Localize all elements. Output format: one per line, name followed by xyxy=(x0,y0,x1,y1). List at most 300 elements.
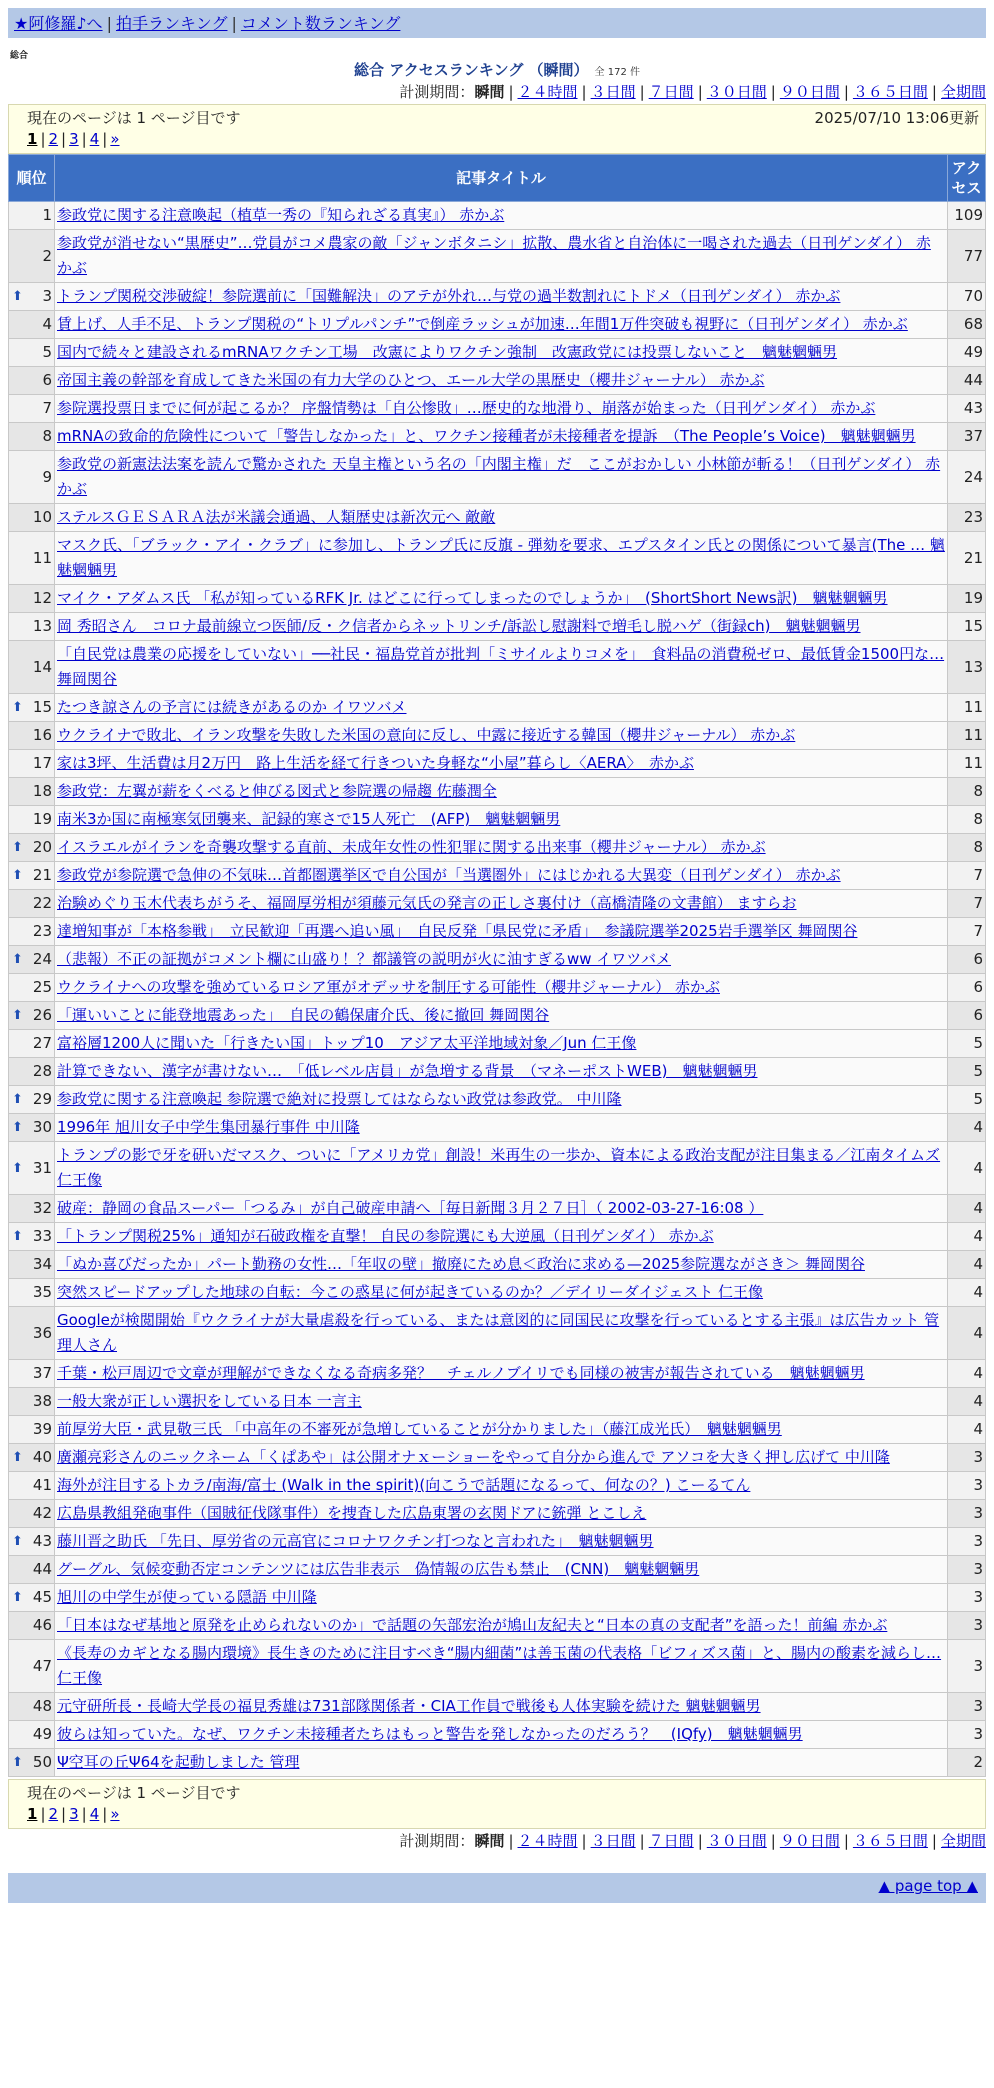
rank-number: 11 xyxy=(32,548,52,567)
title-cell xyxy=(55,585,948,613)
article-link[interactable]: 一般大衆が正しい選択をしている日本 一言主 xyxy=(57,1392,362,1410)
rank-cell xyxy=(9,1307,55,1360)
access-count: 19 xyxy=(948,585,986,613)
access-count: 3 xyxy=(948,1612,986,1640)
article-link[interactable]: 旭川の中学生が使っている隠語 中川隆 xyxy=(57,1588,317,1606)
title-cell xyxy=(55,1058,948,1086)
table-row xyxy=(9,1388,986,1416)
access-count: 7 xyxy=(948,890,986,918)
ranking-body xyxy=(9,202,986,1777)
rank-cell xyxy=(9,1640,55,1693)
rank-number: 31 xyxy=(32,1158,52,1177)
rank-cell xyxy=(9,1223,55,1251)
page-top-link[interactable]: ▲ page top ▲ xyxy=(878,1877,978,1895)
rank-cell xyxy=(9,750,55,778)
article-link[interactable]: たつき諒さんの予言には続きがあるのか イワツバメ xyxy=(57,698,407,716)
access-count: 3 xyxy=(948,1584,986,1612)
current-page: 1 xyxy=(27,1805,38,1823)
article-link[interactable]: 参院選投票日までに何が起こるか？ 序盤情勢は「自公惨敗」…歴史的な地滑り、崩落が始まった（日刊ゲンダイ） 赤かぶ xyxy=(57,399,876,417)
article-link[interactable]: 参政党が消せない“黒歴史”…党員がコメ農家の敵「ジャンボタニシ」拡散、農水省と自治体に一喝された過去（日刊ゲンダイ） 赤かぶ xyxy=(57,234,931,277)
rank-cell xyxy=(9,1030,55,1058)
rank-cell xyxy=(9,423,55,451)
table-row xyxy=(9,1584,986,1612)
rank-cell xyxy=(9,1279,55,1307)
footer-nav xyxy=(8,1873,986,1903)
period-option-link[interactable]: ７日間 xyxy=(648,83,694,101)
article-link[interactable]: グーグル、気候変動否定コンテンツには広告非表示 偽情報の広告も禁止 (CNN) 魑魅魍魎男 xyxy=(57,1560,700,1578)
article-link[interactable]: （悲報）不正の証拠がコメント欄に山盛り！？都議管の説明が火に油すぎるww イワツバメ xyxy=(57,950,672,968)
table-row xyxy=(9,1693,986,1721)
title-cell xyxy=(55,750,948,778)
title-cell xyxy=(55,1556,948,1584)
table-row xyxy=(9,694,986,722)
rank-number: 26 xyxy=(32,1006,52,1024)
access-count: 37 xyxy=(948,423,986,451)
table-row xyxy=(9,1114,986,1142)
table-row xyxy=(9,1058,986,1086)
access-count: 68 xyxy=(948,311,986,339)
table-row xyxy=(9,1030,986,1058)
top-nav xyxy=(8,8,986,38)
period-separator: | xyxy=(770,83,776,101)
article-link[interactable]: 「トランプ関税25%」通知が石破政権を直撃！ 自民の参院選にも大逆風（日刊ゲンダイ） 赤かぶ xyxy=(57,1227,714,1245)
table-row xyxy=(9,1360,986,1388)
page-status: 現在のページは 1 ページ目です xyxy=(27,1784,241,1802)
access-count: 5 xyxy=(948,1030,986,1058)
col-access-header: アクセス xyxy=(948,155,986,202)
article-link[interactable]: 彼らは知っていた。なぜ、ワクチン未接種者たちはもっと警告を発しなかったのだろう？ (IQfy) 魑魅魍魎男 xyxy=(57,1725,803,1743)
title-cell xyxy=(55,1693,948,1721)
rank-cell xyxy=(9,1721,55,1749)
period-selector-top xyxy=(8,80,986,104)
table-row xyxy=(9,613,986,641)
col-rank-header: 順位 xyxy=(9,155,55,202)
access-count: 4 xyxy=(948,1360,986,1388)
period-option-link[interactable]: ９０日間 xyxy=(779,83,840,101)
article-link[interactable]: 計算できない、漢字が書けない… 「低レベル店員」が急増する背景 （マネーポストWEB) 魑魅魍魎男 xyxy=(57,1062,758,1080)
title-cell xyxy=(55,1223,948,1251)
article-link[interactable]: Ψ空耳の丘Ψ64を起動しました 管理 xyxy=(57,1753,300,1771)
title-cell xyxy=(55,1472,948,1500)
title-cell xyxy=(55,722,948,750)
access-count: 8 xyxy=(948,806,986,834)
period-option-link[interactable]: ３日間 xyxy=(590,1832,636,1850)
access-count: 4 xyxy=(948,1142,986,1195)
access-count: 3 xyxy=(948,1556,986,1584)
page-separator: | xyxy=(61,1805,67,1823)
period-option-link[interactable]: ９０日間 xyxy=(779,1832,840,1850)
rank-number: 1 xyxy=(42,206,52,224)
access-count: 4 xyxy=(948,1416,986,1444)
article-link[interactable]: 「自民党は農業の応援をしていない」──社民・福島党首が批判「ミサイルよりコメを」 食料品の消費税ゼロ、最低賃金1500円な… 舞岡関谷 xyxy=(57,645,945,688)
article-link[interactable]: 「日本はなぜ基地と原発を止められないのか」で話題の矢部宏治が鳩山友紀夫と“日本の真の支配者”を語った！前編 赤かぶ xyxy=(57,1616,888,1634)
access-count: 44 xyxy=(948,367,986,395)
period-option-link[interactable]: ３０日間 xyxy=(706,83,767,101)
period-separator: | xyxy=(508,1832,514,1850)
table-row xyxy=(9,918,986,946)
table-row xyxy=(9,1640,986,1693)
title-cell xyxy=(55,1444,948,1472)
period-option-link[interactable]: ２４時間 xyxy=(517,83,578,101)
page-links xyxy=(27,130,979,148)
rank-number: 19 xyxy=(32,810,52,828)
title-cell xyxy=(55,532,948,585)
access-count: 3 xyxy=(948,1693,986,1721)
table-row xyxy=(9,1223,986,1251)
article-link[interactable]: 「運いいことに能登地震あった」 自民の鶴保庸介氏、後に撤回 舞岡関谷 xyxy=(57,1006,550,1024)
table-row xyxy=(9,423,986,451)
title-cell xyxy=(55,202,948,230)
title-cell xyxy=(55,311,948,339)
rank-number: 50 xyxy=(32,1753,52,1771)
rank-cell xyxy=(9,946,55,974)
rank-cell xyxy=(9,1086,55,1114)
period-separator: | xyxy=(508,83,514,101)
access-count: 3 xyxy=(948,1721,986,1749)
rank-number: 10 xyxy=(32,508,52,526)
article-link[interactable]: Googleが検閲開始『ウクライナが大量虐殺を行っている、または意図的に同国民に攻撃を行っているとする主張』は広告カット 管理人さん xyxy=(57,1311,940,1354)
period-separator: | xyxy=(770,1832,776,1850)
title-cell xyxy=(55,1030,948,1058)
rank-number: 8 xyxy=(42,427,52,445)
rank-cell xyxy=(9,311,55,339)
comment-ranking-link[interactable]: コメント数ランキング xyxy=(240,14,401,33)
up-arrow-icon: ⬆ xyxy=(12,840,23,855)
article-link[interactable]: マイク・アダムス氏 「私が知っているRFK Jr. はどこに行ってしまったのでしょうか」 (ShortShort News訳) 魑魅魍魎男 xyxy=(57,589,888,607)
table-row xyxy=(9,750,986,778)
article-link[interactable]: 参政党に関する注意喚起（植草一秀の『知られざる真実』） 赤かぶ xyxy=(57,206,505,224)
title-cell xyxy=(55,613,948,641)
access-count: 4 xyxy=(948,1114,986,1142)
title-cell xyxy=(55,1002,948,1030)
article-link[interactable]: ステルスＧＥＳＡＲＡ法が米議会通過、人類歴史は新次元へ 敵敵 xyxy=(57,508,496,526)
period-option-link[interactable]: ２４時間 xyxy=(517,1832,578,1850)
rank-cell xyxy=(9,1142,55,1195)
col-title-header: 記事タイトル xyxy=(55,155,948,202)
period-separator: | xyxy=(843,1832,849,1850)
rank-number: 29 xyxy=(32,1090,52,1108)
table-row xyxy=(9,778,986,806)
title-cell xyxy=(55,1584,948,1612)
title-cell xyxy=(55,1612,948,1640)
article-link[interactable]: 海外が注目するトカラ/南海/富士 (Walk in the spirit)(向こうで話題になるって、何なの？) こーるてん xyxy=(57,1476,751,1494)
rank-number: 49 xyxy=(32,1725,52,1743)
rank-cell xyxy=(9,1444,55,1472)
access-count: 24 xyxy=(948,451,986,504)
period-option-link[interactable]: ３日間 xyxy=(590,83,636,101)
access-count: 43 xyxy=(948,395,986,423)
article-link[interactable]: 南米3か国に南極寒気団襲来、記録的寒さで15人死亡 (AFP) 魑魅魍魎男 xyxy=(57,810,561,828)
access-count: 2 xyxy=(948,1749,986,1777)
page-link[interactable]: 4 xyxy=(89,1805,100,1823)
ranking-heading: 総合 アクセスランキング （瞬間） xyxy=(354,61,589,79)
period-separator: | xyxy=(843,83,849,101)
article-link[interactable]: 家は3坪、生活費は月2万円 路上生活を経て行きついた身軽な“小屋”暮らし〈AERA〉 赤かぶ xyxy=(57,754,694,772)
article-link[interactable]: 富裕層1200人に聞いた「行きたい国」トップ10 アジア太平洋地域対象／Jun 仁王像 xyxy=(57,1034,637,1052)
rank-number: 47 xyxy=(32,1656,52,1675)
page-link[interactable]: 3 xyxy=(69,130,79,148)
article-link[interactable]: 国内で続々と建設されるmRNAワクチン工場 改憲によりワクチン強制 改憲政党には投票しないこと 魑魅魍魎男 xyxy=(57,343,838,361)
title-cell xyxy=(55,862,948,890)
period-current: 瞬間 xyxy=(474,1832,505,1850)
period-separator: | xyxy=(639,83,645,101)
article-link[interactable]: 《長寿のカギとなる腸内環境》長生きのために注目すべき“腸内細菌”は善玉菌の代表格「ビフィズス菌」と、腸内の酸素を減らし… 仁王像 xyxy=(57,1644,942,1687)
home-link[interactable]: ★阿修羅♪へ xyxy=(14,14,103,33)
title-cell xyxy=(55,806,948,834)
up-arrow-icon: ⬆ xyxy=(12,952,23,967)
article-link[interactable]: マスク氏、「ブラック・アイ・クラブ」に参加し、トランプ氏に反旗 - 弾劾を要求、エプスタイン氏との関係について暴言(The … 魑魅魍魎男 xyxy=(57,536,945,579)
up-arrow-icon: ⬆ xyxy=(12,1092,23,1107)
table-row xyxy=(9,283,986,311)
period-option-link[interactable]: ３６５日間 xyxy=(852,1832,928,1850)
rank-number: 13 xyxy=(32,617,52,635)
rank-cell xyxy=(9,1749,55,1777)
rank-cell xyxy=(9,585,55,613)
rank-number: 33 xyxy=(32,1227,52,1245)
article-link[interactable]: 「ぬか喜びだったか」パート勤務の女性…「年収の壁」撤廃にため息＜政治に求める—2025参院選ながさき＞ 舞岡関谷 xyxy=(57,1255,865,1273)
title-cell xyxy=(55,423,948,451)
period-current: 瞬間 xyxy=(474,83,505,101)
rank-number: 48 xyxy=(32,1697,52,1715)
title-cell xyxy=(55,1528,948,1556)
rank-number: 38 xyxy=(32,1392,52,1410)
title-cell xyxy=(55,395,948,423)
up-arrow-icon: ⬆ xyxy=(12,1229,23,1244)
rank-cell xyxy=(9,1528,55,1556)
table-row xyxy=(9,202,986,230)
table-row xyxy=(9,585,986,613)
article-link[interactable]: 藤川晋之助氏 「先日、厚労省の元高官にコロナワクチン打つなと言われた」 魑魅魍魎男 xyxy=(57,1532,654,1550)
rank-number: 6 xyxy=(42,371,52,389)
access-count: 21 xyxy=(948,532,986,585)
article-link[interactable]: 治験めぐり玉木代表ちがうそ、福岡厚労相が須藤元気氏の発言の正しさ裏付け（高橋清隆の文書館） ますらお xyxy=(57,894,797,912)
article-link[interactable]: ウクライナで敗北、イラン攻撃を失敗した米国の意向に反し、中露に接近する韓国（櫻井ジャーナル） 赤かぶ xyxy=(57,726,796,744)
title-cell xyxy=(55,1749,948,1777)
rank-number: 35 xyxy=(32,1283,52,1301)
table-row xyxy=(9,1416,986,1444)
clap-ranking-link[interactable]: 拍手ランキング xyxy=(115,14,228,33)
access-count: 3 xyxy=(948,1528,986,1556)
title-cell xyxy=(55,918,948,946)
article-link[interactable]: 参政党：左翼が薪をくべると伸びる図式と参院選の帰趨 佐藤潤全 xyxy=(57,782,497,800)
rank-number: 9 xyxy=(42,467,52,486)
access-count: 8 xyxy=(948,834,986,862)
rank-cell xyxy=(9,1360,55,1388)
rank-number: 42 xyxy=(32,1504,52,1522)
page-links xyxy=(27,1805,979,1823)
rank-number: 17 xyxy=(32,754,52,772)
rank-number: 34 xyxy=(32,1255,52,1273)
article-link[interactable]: 千葉・松戸周辺で文章が理解ができなくなる奇病多発？ チェルノブイリでも同様の被害が報告されている 魑魅魍魎男 xyxy=(57,1364,865,1382)
access-count: 49 xyxy=(948,339,986,367)
article-link[interactable]: mRNAの致命的危険性について「警告しなかった」と、ワクチン接種者が未接種者を提訴 （The People’s Voice) 魑魅魍魎男 xyxy=(57,427,916,445)
rank-cell xyxy=(9,918,55,946)
rank-number: 5 xyxy=(42,343,52,361)
rank-cell xyxy=(9,451,55,504)
access-count: 4 xyxy=(948,1307,986,1360)
access-count: 7 xyxy=(948,918,986,946)
article-link[interactable]: 参政党に関する注意喚起 参院選で絶対に投票してはならない政党は参政党。 中川隆 xyxy=(57,1090,622,1108)
up-arrow-icon: ⬆ xyxy=(12,700,23,715)
access-count: 77 xyxy=(948,230,986,283)
access-count: 3 xyxy=(948,1640,986,1693)
title-cell xyxy=(55,946,948,974)
rank-number: 30 xyxy=(32,1118,52,1136)
rank-cell xyxy=(9,1500,55,1528)
rank-cell xyxy=(9,641,55,694)
up-arrow-icon: ⬆ xyxy=(12,1534,23,1549)
rank-cell xyxy=(9,1693,55,1721)
title-cell xyxy=(55,1640,948,1693)
title-cell xyxy=(55,1251,948,1279)
rank-number: 37 xyxy=(32,1364,52,1382)
access-count: 5 xyxy=(948,1086,986,1114)
table-row xyxy=(9,1444,986,1472)
access-count: 11 xyxy=(948,722,986,750)
article-link[interactable]: 突然スピードアップした地球の自転：今この惑星に何が起きているのか？／デイリーダイジェスト 仁王像 xyxy=(57,1283,764,1301)
article-link[interactable]: 廣瀬亮彩さんのニックネーム「くぱあや」は公開オナｘーショーをやって自分から進んで アソコを大きく押し広げて 中川隆 xyxy=(57,1448,890,1466)
title-cell xyxy=(55,1416,948,1444)
nav-separator: | xyxy=(106,14,112,33)
rank-cell xyxy=(9,1584,55,1612)
table-row xyxy=(9,806,986,834)
access-count: 6 xyxy=(948,1002,986,1030)
access-count: 13 xyxy=(948,641,986,694)
title-cell xyxy=(55,1114,948,1142)
period-option-link[interactable]: 全期間 xyxy=(940,83,986,101)
title-cell xyxy=(55,974,948,1002)
article-link[interactable]: イスラエルがイランを奇襲攻撃する直前、未成年女性の性犯罪に関する出来事（櫻井ジャーナル） 赤かぶ xyxy=(57,838,766,856)
rank-number: 18 xyxy=(32,782,52,800)
access-count: 70 xyxy=(948,283,986,311)
period-label: 計測期間： xyxy=(399,1832,475,1850)
access-count: 109 xyxy=(948,202,986,230)
rank-cell xyxy=(9,339,55,367)
title-cell xyxy=(55,230,948,283)
article-link[interactable]: 帝国主義の幹部を育成してきた米国の有力大学のひとつ、エール大学の黒歴史（櫻井ジャーナル） 赤かぶ xyxy=(57,371,765,389)
access-count: 3 xyxy=(948,1472,986,1500)
rank-number: 3 xyxy=(42,287,52,305)
table-row xyxy=(9,834,986,862)
rank-number: 36 xyxy=(32,1323,52,1342)
rank-number: 2 xyxy=(42,246,52,265)
table-row xyxy=(9,504,986,532)
title-cell xyxy=(55,1388,948,1416)
table-row xyxy=(9,1721,986,1749)
table-row xyxy=(9,862,986,890)
rank-number: 45 xyxy=(32,1588,52,1606)
title-cell xyxy=(55,890,948,918)
rank-cell xyxy=(9,1388,55,1416)
article-link[interactable]: 破産：静岡の食品スーパー「つるみ」が自己破産申請へ［毎日新聞３月２７日］（ 2002-03-27-16:08 ） xyxy=(57,1199,764,1217)
next-page-link[interactable]: » xyxy=(110,1805,120,1823)
title-cell xyxy=(55,694,948,722)
rank-number: 28 xyxy=(32,1062,52,1080)
page-link[interactable]: 2 xyxy=(48,130,59,148)
rank-cell xyxy=(9,778,55,806)
page-link[interactable]: 3 xyxy=(69,1805,79,1823)
title-cell xyxy=(55,1500,948,1528)
up-arrow-icon: ⬆ xyxy=(12,1590,23,1605)
article-link[interactable]: 1996年 旭川女子中学生集団暴行事件 中川隆 xyxy=(57,1118,360,1136)
access-count: 5 xyxy=(948,1058,986,1086)
article-link[interactable]: 前厚労大臣・武見敬三氏 「中高年の不審死が急増していることが分かりました」（藤江成光氏） 魑魅魍魎男 xyxy=(57,1420,782,1438)
rank-number: 22 xyxy=(32,894,52,912)
table-row xyxy=(9,1500,986,1528)
rank-cell xyxy=(9,862,55,890)
rank-cell xyxy=(9,532,55,585)
next-page-link[interactable]: » xyxy=(110,130,120,148)
rank-number: 21 xyxy=(32,866,52,884)
table-row xyxy=(9,395,986,423)
article-link[interactable]: ウクライナへの攻撃を強めているロシア軍がオデッサを制圧する可能性（櫻井ジャーナル） 赤かぶ xyxy=(57,978,720,996)
access-count: 15 xyxy=(948,613,986,641)
article-link[interactable]: 達増知事が「本格参戦」 立民歓迎「再選へ追い風」 自民反発「県民党に矛盾」 参議院選挙2025岩手選挙区 舞岡関谷 xyxy=(57,922,858,940)
pager-top xyxy=(8,104,986,154)
article-link[interactable]: トランプ関税交渉破綻！参院選前に「国難解決」のアテが外れ…与党の過半数割れにトドメ（日刊ゲンダイ） 赤かぶ xyxy=(57,287,841,305)
access-count: 11 xyxy=(948,750,986,778)
period-separator: | xyxy=(639,1832,645,1850)
rank-number: 4 xyxy=(42,315,52,333)
rank-cell xyxy=(9,722,55,750)
period-option-link[interactable]: ３０日間 xyxy=(706,1832,767,1850)
page-link[interactable]: 4 xyxy=(89,130,100,148)
article-link[interactable]: 参政党が参院選で急伸の不気味…首都圏選挙区で自公国が「当選圏外」にはじかれる大異変（日刊ゲンダイ） 赤かぶ xyxy=(57,866,841,884)
page-link[interactable]: 2 xyxy=(48,1805,59,1823)
article-link[interactable]: トランプの影で牙を研いだマスク、ついに「アメリカ党」創設！米再生の一歩か、資本による政治支配が注目集まる／江南タイムズ 仁王像 xyxy=(57,1146,941,1189)
title-cell xyxy=(55,1086,948,1114)
access-count: 6 xyxy=(948,974,986,1002)
rank-cell xyxy=(9,613,55,641)
rank-number: 25 xyxy=(32,978,52,996)
access-count: 23 xyxy=(948,504,986,532)
up-arrow-icon: ⬆ xyxy=(12,1008,23,1023)
ranking-table xyxy=(8,154,986,1777)
rank-cell xyxy=(9,395,55,423)
article-link[interactable]: 賃上げ、人手不足、トランプ関税の“トリプルパンチ”で倒産ラッシュが加速…年間1万件突破も視野に（日刊ゲンダイ） 赤かぶ xyxy=(57,315,908,333)
period-option-link[interactable]: ３６５日間 xyxy=(852,83,928,101)
article-link[interactable]: 広島県教組発砲事件（国賊征伐隊事件）を捜査した広島東署の玄関ドアに銃弾 とこしえ xyxy=(57,1504,647,1522)
table-row xyxy=(9,230,986,283)
table-row xyxy=(9,1002,986,1030)
rank-cell xyxy=(9,367,55,395)
access-count: 4 xyxy=(948,1279,986,1307)
rank-cell xyxy=(9,1002,55,1030)
rank-number: 23 xyxy=(32,922,52,940)
rank-cell xyxy=(9,694,55,722)
table-row xyxy=(9,946,986,974)
period-option-link[interactable]: 全期間 xyxy=(940,1832,986,1850)
table-row xyxy=(9,339,986,367)
title-cell xyxy=(55,367,948,395)
table-row xyxy=(9,1556,986,1584)
nav-separator: | xyxy=(231,14,237,33)
rank-number: 44 xyxy=(32,1560,52,1578)
title-cell xyxy=(55,1279,948,1307)
article-link[interactable]: 参政党の新憲法法案を読んで驚かされた 天皇主権という名の「内閣主権」だ ここがおかしい 小林節が斬る！（日刊ゲンダイ） 赤かぶ xyxy=(57,455,941,498)
rank-cell xyxy=(9,1195,55,1223)
period-selector-bottom xyxy=(8,1829,986,1853)
rank-number: 43 xyxy=(32,1532,52,1550)
rank-number: 40 xyxy=(32,1448,52,1466)
article-link[interactable]: 岡 秀昭さん コロナ最前線立つ医師/反・ク信者からネットリンチ/訴訟し慰謝料で増毛し脱ハゲ（街録ch) 魑魅魍魎男 xyxy=(57,617,861,635)
title-cell xyxy=(55,778,948,806)
category-label: 総合 xyxy=(10,51,29,61)
access-count: 6 xyxy=(948,946,986,974)
period-option-link[interactable]: ７日間 xyxy=(648,1832,694,1850)
access-count: 7 xyxy=(948,862,986,890)
article-link[interactable]: 元守研所長・長崎大学長の福見秀雄は731部隊関係者・CIA工作員で戦後も人体実験を続けた 魑魅魍魎男 xyxy=(57,1697,761,1715)
